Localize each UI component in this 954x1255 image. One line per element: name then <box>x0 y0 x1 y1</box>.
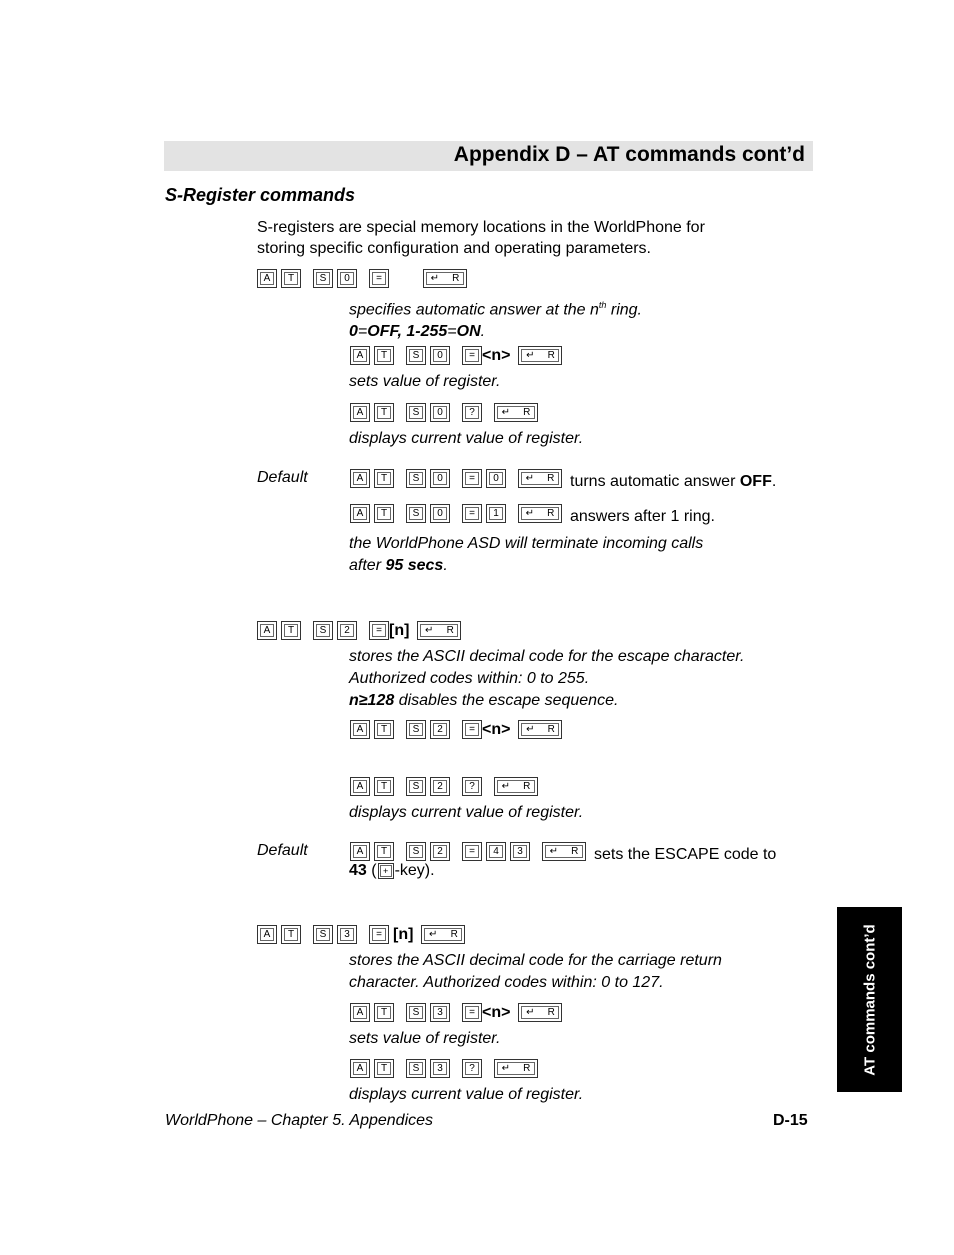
key-a: A <box>350 1059 370 1078</box>
key-t: T <box>281 269 301 288</box>
param-n: [n] <box>389 621 410 639</box>
key-enter: ↵ R <box>518 469 562 488</box>
s0-note: the WorldPhone ASD will terminate incoming calls after 95 secs. <box>349 535 704 574</box>
s3-description: stores the ASCII decimal code for the carriage return character. Authorized codes within: 0 to 127. <box>349 952 722 991</box>
key-4: 4 <box>486 842 506 861</box>
cmd-ats0-ring: A T S 0 = 1 ↵ R answers after 1 ring. <box>350 500 715 526</box>
key-t: T <box>374 346 394 365</box>
s2-query-description: displays current value of register. <box>349 804 584 821</box>
section-title: S-Register commands <box>165 185 356 205</box>
s2-description: stores the ASCII decimal code for the escape character. Authorized codes within: 0 to 255. n≥128 disables the escape sequence. <box>349 648 745 709</box>
key-0: 0 <box>337 269 357 288</box>
key-t: T <box>374 403 394 422</box>
key-3: 3 <box>510 842 530 861</box>
key-a: A <box>350 403 370 422</box>
key-s: S <box>406 1059 426 1078</box>
key-equals: = <box>462 720 482 739</box>
enter-arrow-icon: ↵ <box>430 273 439 284</box>
enter-arrow-icon: ↵ <box>501 1063 510 1074</box>
key-t: T <box>374 842 394 861</box>
key-equals: = <box>462 504 482 523</box>
sidebar-tab <box>837 907 902 1092</box>
key-equals: = <box>462 469 482 488</box>
key-a: A <box>350 777 370 796</box>
key-enter: ↵ R <box>518 1003 562 1022</box>
key-equals: = <box>369 269 389 288</box>
key-equals: = <box>462 842 482 861</box>
key-t: T <box>374 777 394 796</box>
key-0: 0 <box>430 504 450 523</box>
page-number: D-15 <box>773 1112 808 1129</box>
page-title: Appendix D – AT commands cont’d <box>453 143 805 166</box>
key-0: 0 <box>430 403 450 422</box>
key-s: S <box>406 1003 426 1022</box>
cmd-ats3-set <box>350 1003 566 1022</box>
s3-query-description: displays current value of register. <box>349 1086 584 1103</box>
key-s: S <box>313 269 333 288</box>
key-question: ? <box>462 403 482 422</box>
key-question: ? <box>462 1059 482 1078</box>
key-a: A <box>350 469 370 488</box>
key-s: S <box>406 504 426 523</box>
key-a: A <box>257 269 277 288</box>
key-s: S <box>406 346 426 365</box>
enter-arrow-icon: ↵ <box>501 407 510 418</box>
enter-arrow-icon: ↵ <box>501 781 510 792</box>
intro-line: storing specific configuration and operating parameters. <box>257 240 651 257</box>
cmd-ats2-eq <box>257 621 465 640</box>
key-1: 1 <box>486 504 506 523</box>
key-s: S <box>406 403 426 422</box>
key-a: A <box>350 842 370 861</box>
key-3: 3 <box>337 925 357 944</box>
s0-default-label: Default <box>257 469 308 486</box>
key-a: A <box>350 1003 370 1022</box>
key-t: T <box>374 504 394 523</box>
cmd-ats2-default: A T S 2 = 4 3 ↵ R sets the ESCAPE code to <box>350 838 776 864</box>
enter-arrow-icon: ↵ <box>429 929 438 940</box>
key-2: 2 <box>430 842 450 861</box>
cmd-ats0-default: A T S 0 = 0 ↵ R turns automatic answer OFF. <box>350 465 776 491</box>
key-equals: = <box>369 621 389 640</box>
param-n: <n> <box>482 720 511 738</box>
key-2: 2 <box>430 777 450 796</box>
key-2: 2 <box>337 621 357 640</box>
cmd-ats2-set <box>350 720 566 739</box>
footer-chapter: WorldPhone – Chapter 5. Appendices <box>165 1112 434 1129</box>
s0-description: specifies automatic answer at the $n^{th}$ ring. 0=OFF, 1-255=ON. <box>349 300 642 341</box>
key-enter: ↵ R <box>494 1059 538 1078</box>
key-s: S <box>406 842 426 861</box>
key-a: A <box>257 925 277 944</box>
cmd-ats3-eq <box>257 925 469 944</box>
key-a: A <box>350 346 370 365</box>
key-question: ? <box>462 777 482 796</box>
enter-arrow-icon: ↵ <box>549 845 558 857</box>
key-enter: ↵ R <box>518 346 562 365</box>
key-s: S <box>313 925 333 944</box>
key-a: A <box>350 504 370 523</box>
cmd-ats0-eq <box>257 269 471 288</box>
cmd-ats3-query <box>350 1059 542 1078</box>
key-enter: ↵ R <box>417 621 461 640</box>
key-t: T <box>281 621 301 640</box>
s2-default-label: Default <box>257 842 308 859</box>
s0-query-description: displays current value of register. <box>349 430 584 447</box>
key-equals: = <box>462 346 482 365</box>
key-0: 0 <box>430 469 450 488</box>
cmd-ats0-set <box>350 346 566 365</box>
key-t: T <box>374 1003 394 1022</box>
key-s: S <box>406 720 426 739</box>
s2-default-line2: 43 ( + -key). <box>349 862 435 879</box>
key-3: 3 <box>430 1003 450 1022</box>
s0-set-description: sets value of register. <box>349 373 501 390</box>
enter-arrow-icon: ↵ <box>525 507 534 519</box>
key-equals: = <box>462 1003 482 1022</box>
enter-arrow-icon: ↵ <box>526 724 535 735</box>
key-enter: ↵ R <box>494 777 538 796</box>
param-n: <n> <box>482 1003 511 1021</box>
enter-arrow-icon: ↵ <box>525 472 534 484</box>
param-n: [n] <box>393 925 414 943</box>
key-s: S <box>406 777 426 796</box>
key-s: S <box>406 469 426 488</box>
key-0: 0 <box>486 469 506 488</box>
key-enter: ↵ R <box>423 269 467 288</box>
intro-line: S-registers are special memory locations in the WorldPhone for <box>257 219 705 236</box>
key-0: 0 <box>430 346 450 365</box>
key-s: S <box>313 621 333 640</box>
key-t: T <box>281 925 301 944</box>
intro-paragraph <box>257 217 797 259</box>
key-3: 3 <box>430 1059 450 1078</box>
key-enter: ↵ R <box>542 842 586 861</box>
param-n: <n> <box>482 346 511 364</box>
key-a: A <box>257 621 277 640</box>
key-a: A <box>350 720 370 739</box>
s3-set-description: sets value of register. <box>349 1030 501 1047</box>
key-enter: ↵ R <box>518 504 562 523</box>
key-enter: ↵ R <box>494 403 538 422</box>
cmd-ats2-query <box>350 777 542 796</box>
enter-arrow-icon: ↵ <box>526 350 535 361</box>
key-plus: + <box>378 863 394 879</box>
key-t: T <box>374 1059 394 1078</box>
key-t: T <box>374 469 394 488</box>
key-2: 2 <box>430 720 450 739</box>
sidebar-tab-label: AT commands cont’d <box>861 923 878 1076</box>
header-bar <box>164 141 813 171</box>
enter-arrow-icon: ↵ <box>425 625 434 636</box>
key-t: T <box>374 720 394 739</box>
key-equals: = <box>369 925 389 944</box>
cmd-ats0-query <box>350 403 542 422</box>
key-enter: ↵ R <box>518 720 562 739</box>
key-enter: ↵ R <box>421 925 465 944</box>
enter-arrow-icon: ↵ <box>526 1007 535 1018</box>
